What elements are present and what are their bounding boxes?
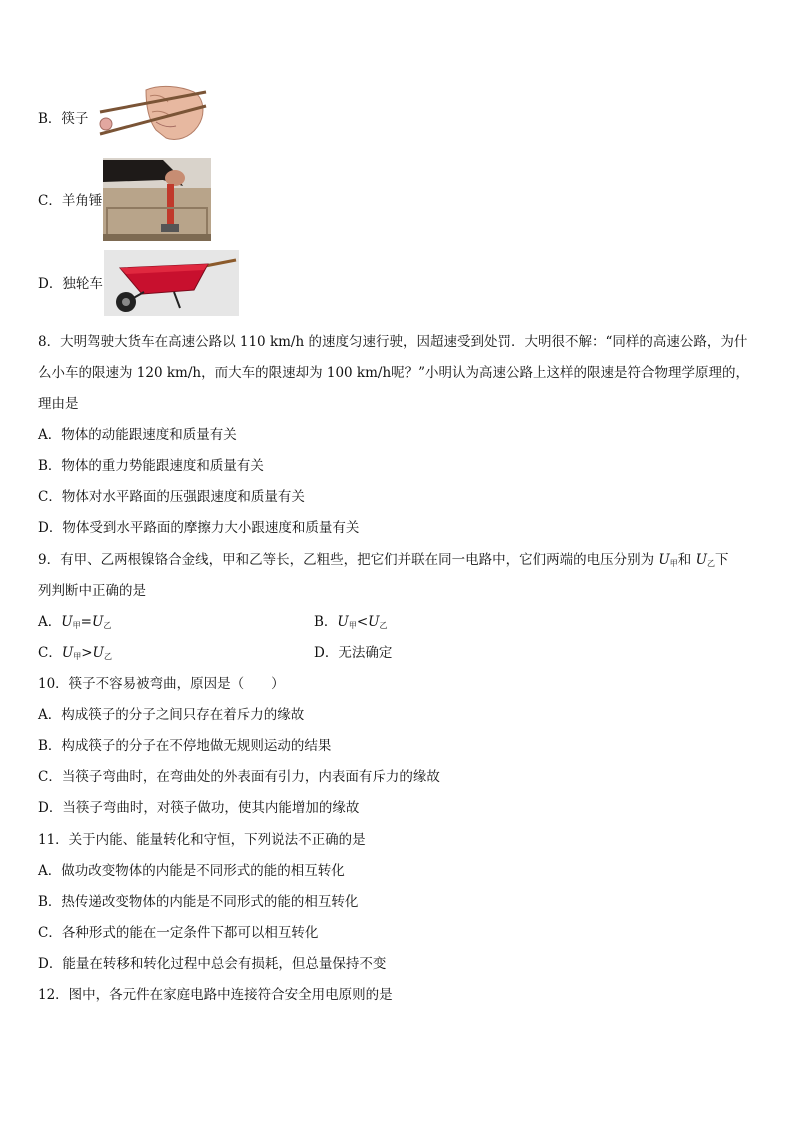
- chopsticks-image: [94, 82, 208, 148]
- yi-subscript: 乙: [706, 559, 715, 568]
- relation-operator: >: [81, 645, 93, 661]
- jia-subscript: 甲: [669, 559, 678, 568]
- q8-line-3: 理由是: [38, 396, 79, 412]
- he-text: 和: [677, 552, 692, 568]
- u-symbol: U: [695, 552, 707, 568]
- u-symbol: U: [61, 645, 74, 661]
- u-symbol: U: [61, 614, 73, 630]
- relation-operator: =: [80, 614, 92, 630]
- q9-option-d: D．无法确定: [314, 645, 393, 661]
- q9-stem-text: 9．有甲、乙两根镍铬合金线，甲和乙等长，乙粗些，把它们并联在同一电路中，它们两端的电压分别为: [38, 552, 655, 568]
- q10-option-c: C．当筷子弯曲时，在弯曲处的外表面有引力，内表面有斥力的缘故: [38, 769, 440, 785]
- q9-option-b: [314, 613, 388, 635]
- q8-line-2: 么小车的限速为 120 km/h，而大车的限速却为 100 km/h呢？”小明认为高速公路上这样的限速是符合物理学原理的，: [38, 365, 750, 381]
- q9-option-a: [38, 613, 111, 635]
- jia-subscript: 甲: [348, 621, 357, 630]
- option-d-label: D．独轮车: [38, 276, 103, 292]
- u-symbol: U: [91, 614, 104, 630]
- u-symbol: U: [658, 552, 670, 568]
- q12-stem: 12．图中，各元件在家庭电路中连接符合安全用电原则的是: [38, 987, 393, 1003]
- q10-option-a: A．构成筷子的分子之间只存在着斥力的缘故: [38, 707, 305, 723]
- q10-stem: 10．筷子不容易被弯曲，原因是（ ）: [38, 676, 285, 692]
- yi-subscript: 乙: [103, 652, 112, 661]
- option-prefix: A．: [38, 614, 62, 630]
- u-symbol: U: [368, 614, 380, 630]
- q11-option-b: B．热传递改变物体的内能是不同形式的能的相互转化: [38, 894, 359, 910]
- q10-option-d: D．当筷子弯曲时，对筷子做功，使其内能增加的缘故: [38, 800, 360, 816]
- claw-hammer-image: [103, 158, 211, 241]
- q8-option-a: A．物体的动能跟速度和质量有关: [38, 427, 237, 443]
- q8-option-b: B．物体的重力势能跟速度和质量有关: [38, 458, 264, 474]
- q8-option-d: D．物体受到水平路面的摩擦力大小跟速度和质量有关: [38, 520, 360, 536]
- q8-line-1: 8．大明驾驶大货车在高速公路以 110 km/h 的速度匀速行驶，因超速受到处罚．大明很不解：“同样的高速公路，为什: [38, 334, 748, 350]
- q11-option-d: D．能量在转移和转化过程中总会有损耗，但总量保持不变: [38, 956, 387, 972]
- wheelbarrow-image: [104, 250, 239, 316]
- option-prefix: B．: [314, 614, 338, 630]
- q10-option-b: B．构成筷子的分子在不停地做无规则运动的结果: [38, 738, 332, 754]
- yi-subscript: 乙: [103, 621, 112, 630]
- u-symbol: U: [92, 645, 104, 661]
- q9-line-2: 列判断中正确的是: [38, 583, 146, 599]
- q11-option-c: C．各种形式的能在一定条件下都可以相互转化: [38, 925, 319, 941]
- u-symbol: U: [337, 614, 349, 630]
- jia-subscript: 甲: [73, 652, 82, 661]
- yi-subscript: 乙: [379, 621, 388, 630]
- q9-option-c: [38, 644, 112, 666]
- q11-stem: 11．关于内能、能量转化和守恒，下列说法不正确的是: [38, 832, 366, 848]
- relation-operator: <: [356, 614, 369, 630]
- option-prefix: C．: [38, 645, 62, 661]
- jia-subscript: 甲: [72, 621, 81, 630]
- q11-option-a: A．做功改变物体的内能是不同形式的能的相互转化: [38, 863, 345, 879]
- q9-line-1: [38, 551, 728, 573]
- option-c-label: C．羊角锤: [38, 193, 103, 209]
- q8-option-c: C．物体对水平路面的压强跟速度和质量有关: [38, 489, 305, 505]
- q9-stem-tail: 下: [714, 552, 729, 568]
- option-b-label: B．筷子: [38, 111, 89, 127]
